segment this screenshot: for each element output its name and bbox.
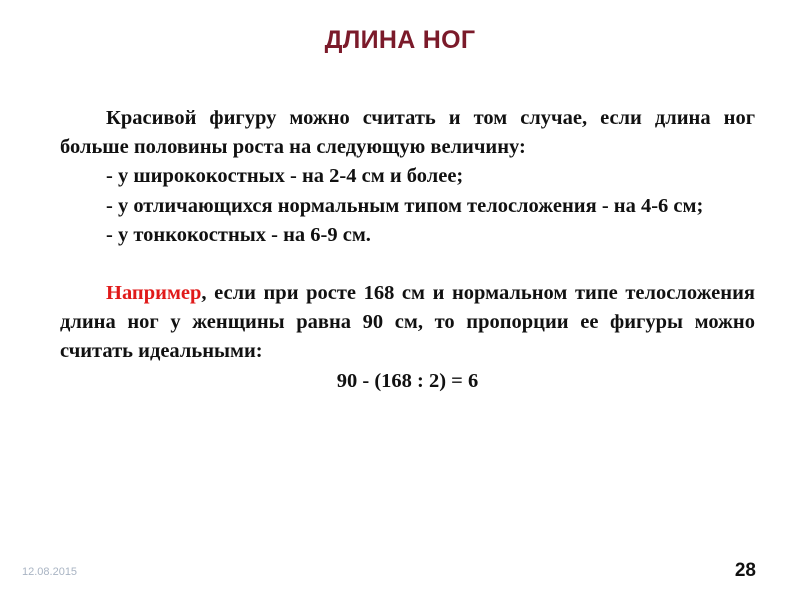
intro-paragraph: Красивой фигуру можно считать и том случае, если длина ног больше половины роста на следующую величину:: [60, 107, 755, 159]
paragraph-spacer: [60, 250, 755, 279]
example-text: , если при росте 168 см и нормальном типе телосложения длина ног у женщины равна 90 см, то пропорции ее фигуры можно считать идеальными:: [60, 282, 755, 363]
page-number: 28: [734, 560, 756, 581]
formula: 90 - (168 : 2) = 6: [336, 369, 479, 392]
example-paragraph: [60, 279, 755, 367]
example-label: Например: [106, 282, 202, 305]
list-item-wide-boned: - у ширококостных - на 2-4 см и более;: [106, 165, 464, 188]
slide-date: 12.08.2015: [22, 566, 78, 578]
list-item-normal-build: - у отличающихся нормальным типом телосложения - на 4-6 см;: [106, 194, 704, 217]
slide-title: ДЛИНА НОГ: [324, 26, 476, 54]
slide-body: [60, 104, 755, 396]
list-item-thin-boned: - у тонкокостных - на 6-9 см.: [106, 223, 371, 246]
